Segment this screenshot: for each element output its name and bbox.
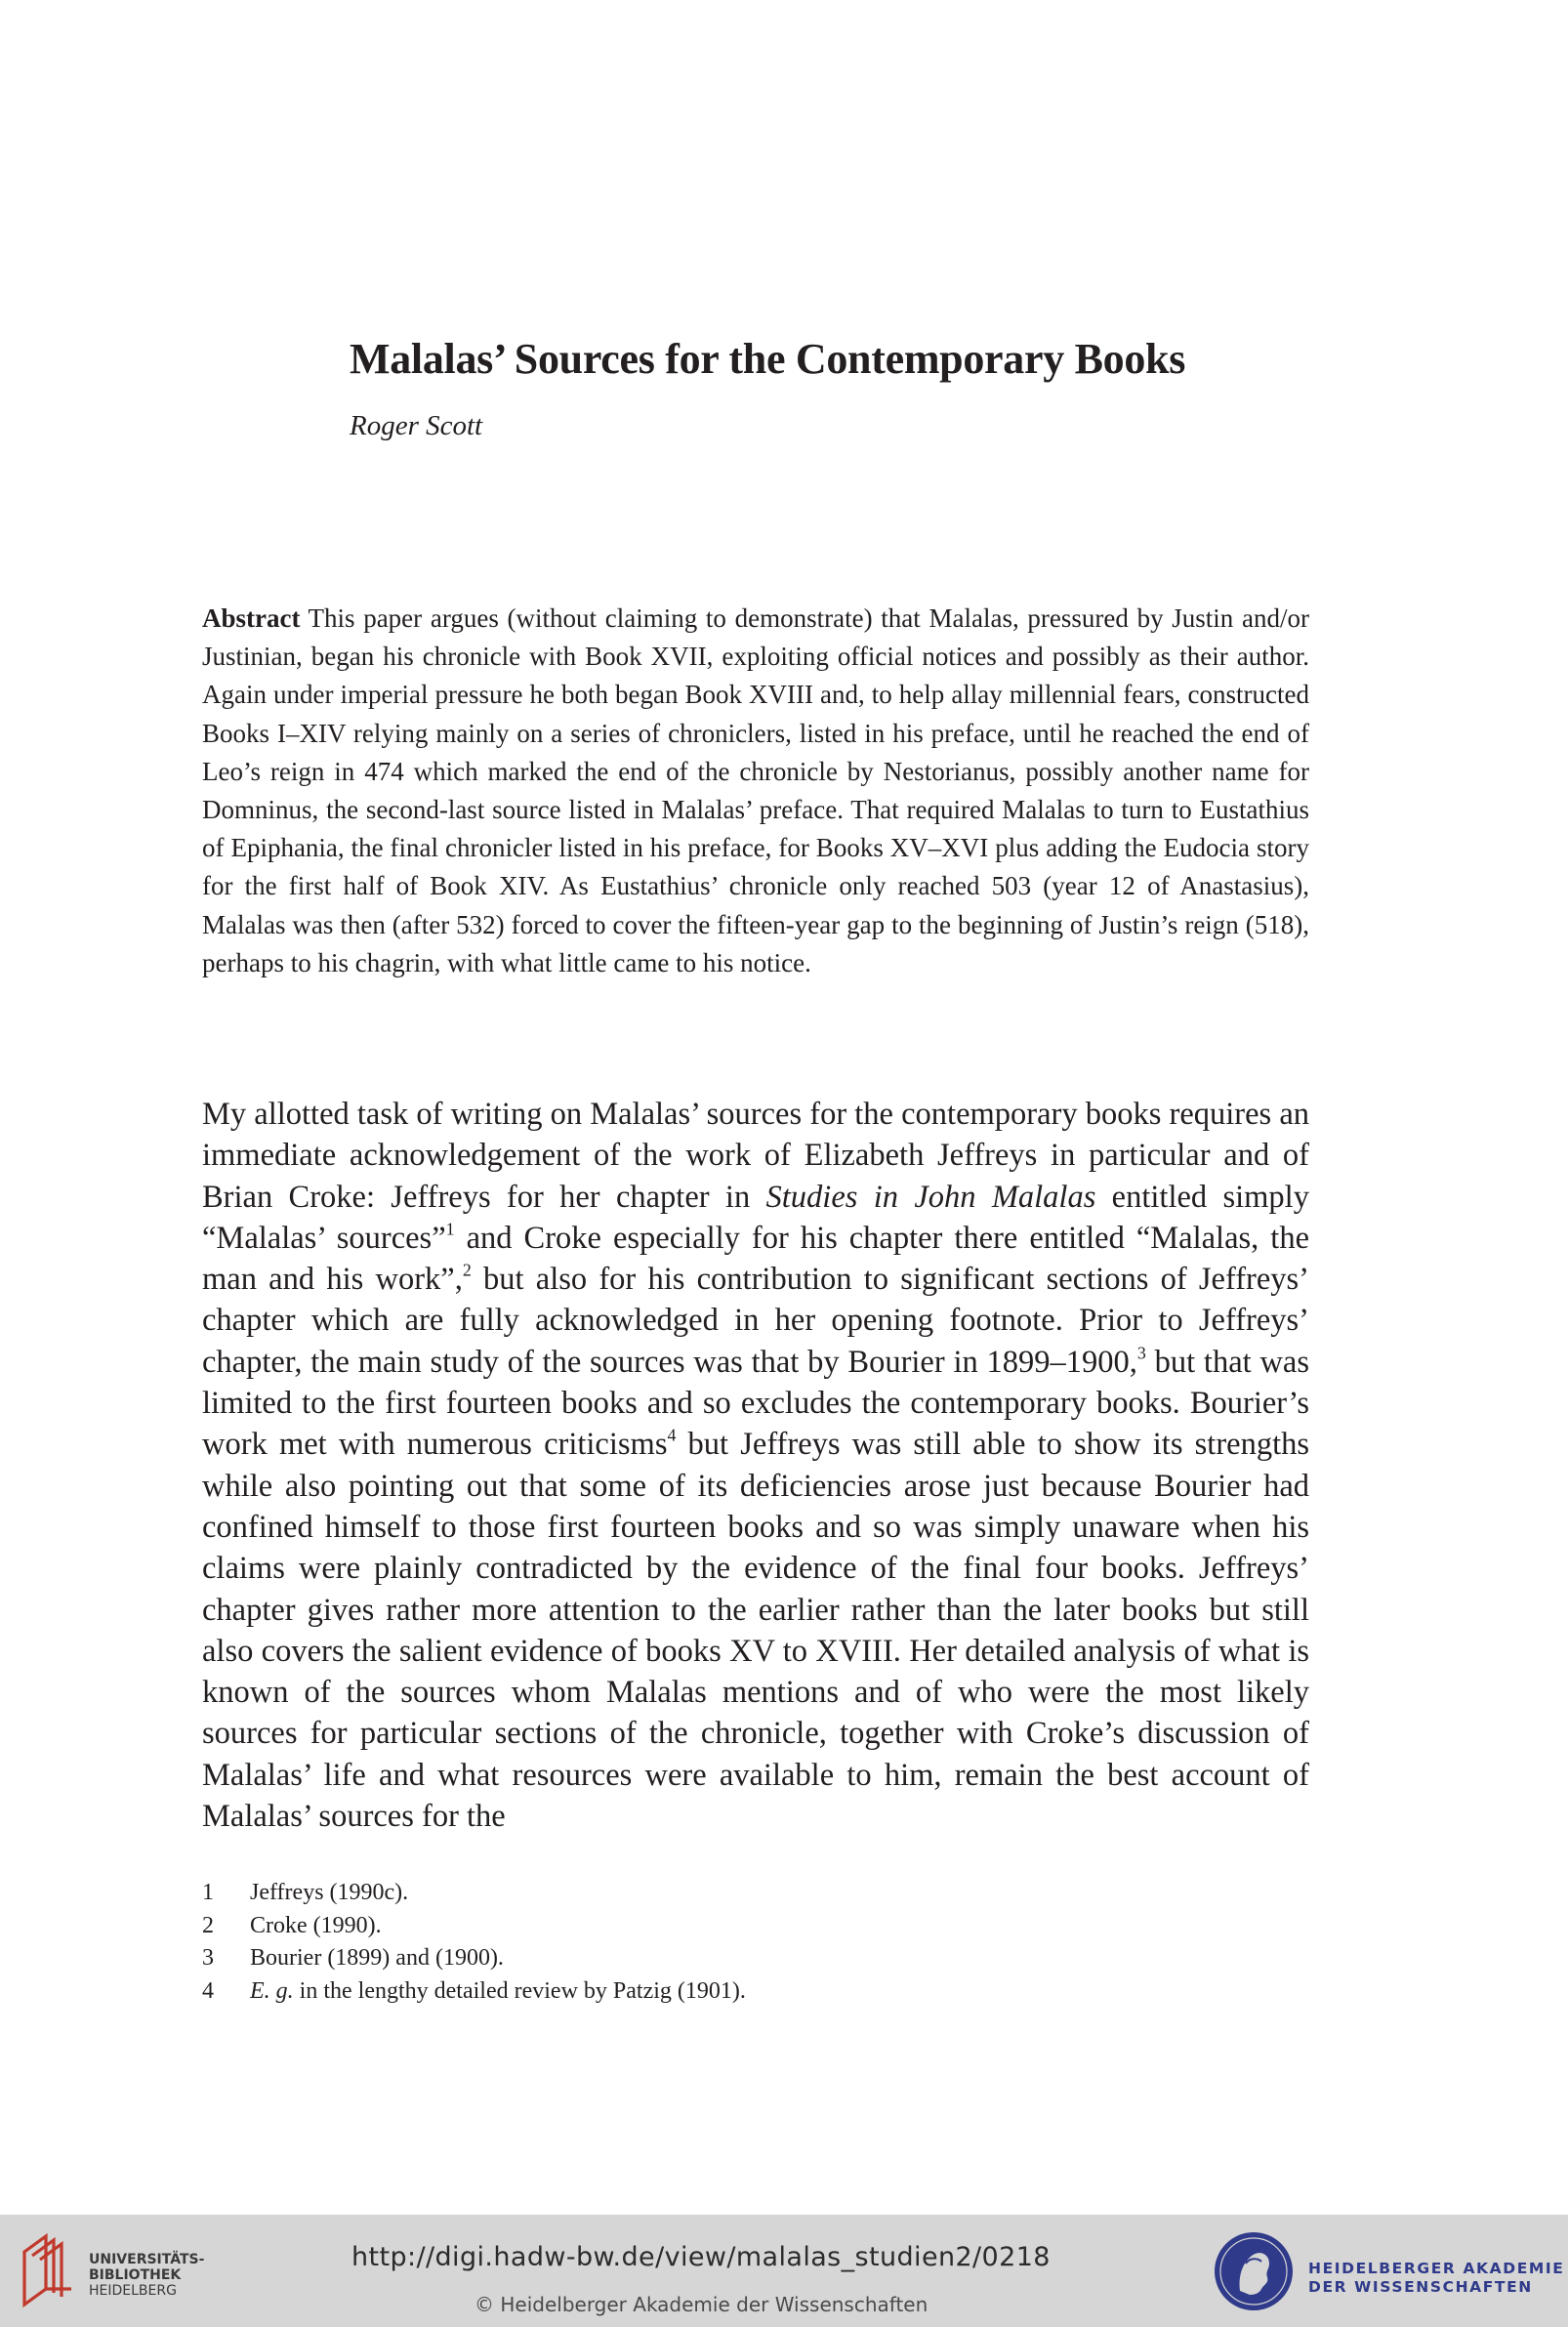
footnote-ref-1[interactable]: 1 — [445, 1219, 455, 1239]
footnote-text — [250, 1975, 746, 2009]
academy-name-line2: DER WISSENSCHAFTEN — [1308, 2278, 1533, 2296]
library-name — [89, 2252, 204, 2299]
footnote-item — [202, 1910, 1309, 1943]
body-paragraph — [202, 1094, 1309, 1837]
academy-name — [1308, 2260, 1564, 2297]
library-name-line2: BIBLIOTHEK — [89, 2267, 182, 2283]
library-logo-icon — [17, 2230, 77, 2308]
footnote-item — [202, 1975, 1309, 2009]
article-author: Roger Scott — [350, 410, 483, 441]
footnote-number: 4 — [202, 1977, 214, 2004]
abstract-label: Abstract — [202, 603, 301, 633]
library-name-line1: UNIVERSITÄTS- — [89, 2252, 205, 2267]
library-name-line3: HEIDELBERG — [89, 2283, 177, 2299]
footer-bar — [0, 2215, 1568, 2327]
abstract — [202, 600, 1309, 982]
body-text-segment: My allotted task of writing on Malalas’ sources for the contemporary books requires an immediate acknowledgement of the work of Elizabeth Jeffreys in particular and of Brian Croke: Jeffreys for her chapter in — [202, 1097, 1309, 1215]
body-text-segment: entitled simply “Malalas’ sources” — [202, 1179, 1309, 1256]
article-title: Malalas’ Sources for the Contemporary Books — [350, 335, 1186, 383]
footnote-text: Jeffreys (1990c). — [250, 1880, 409, 1905]
academy-seal-icon — [1211, 2228, 1297, 2314]
academy-logo[interactable] — [1211, 2228, 1565, 2316]
body-text-segment: and Croke especially for his chapter there entitled “Malalas, the man and his work”, — [202, 1220, 1309, 1298]
body-text-segment: but also for his contribution to significant sections of Jeffreys’ chapter which are fully acknowledged in her opening footnote. Prior to Jeffreys’ chapter, the main study of the sources was that by Bourier in 1899–1900, — [202, 1262, 1309, 1380]
footnote-number: 2 — [202, 1912, 214, 1938]
permalink-url[interactable]: http://digi.hadw-bw.de/view/malalas_studien2/0218 — [351, 2242, 1051, 2272]
body-text-segment: but Jeffreys was still able to show its strengths while also pointing out that some of its deficiencies arose just because Bourier had confined himself to those first fourteen books and so was simply unaware when his claims were plainly contradicted by the evidence of the final four books. Jeffreys’ chapter gives rather more attention to the earlier rather than the later books but still also covers the salient evidence of books XV to XVIII. Her detailed analysis of what is known of the sources whom Malalas mentions and of who were the most likely sources for particular sections of the chronicle, together with Croke’s discussion of Malalas’ life and what resources were available to him, remain the best account of Malalas’ sources for the — [202, 1427, 1309, 1835]
footnote-number: 1 — [202, 1880, 214, 1905]
footnote-item — [202, 1877, 1309, 1910]
footnote-item — [202, 1942, 1309, 1975]
footnotes-list — [202, 1877, 1309, 2008]
footnote-number: 3 — [202, 1945, 214, 1971]
footnote-text: Bourier (1899) and (1900). — [250, 1945, 504, 1971]
book-title: Studies in John Malalas — [765, 1179, 1096, 1215]
library-logo[interactable] — [17, 2230, 212, 2308]
footnote-text-rest: in the lengthy detailed review by Patzig (1901). — [293, 1977, 746, 2004]
abstract-text: This paper argues (without claiming to demonstrate) that Malalas, pressured by Justin and/or Justinian, began his chronicle with Book XVII, exploiting official notices and possibly as their author. Again under imperial pressure he both began Book XVIII and, to help allay millennial fears, constructed Books I–XIV relying mainly on a series of chroniclers, listed in his preface, until he reached the end of Leo’s reign in 474 which marked the end of the chronicle by Nestorianus, possibly another name for Domninus, the second-last source listed in Malalas’ preface. That required Malalas to turn to Eustathius of Epiphania, the final chronicler listed in his preface, for Books XV–XVI plus adding the Eudocia story for the first half of Book XIV. As Eustathius’ chronicle only reached 503 (year 12 of Anastasius), Malalas was then (after 532) forced to cover the fifteen-year gap to the beginning of Justin’s reign (518), perhaps to his chagrin, with what little came to his notice. — [202, 603, 1309, 977]
footnote-ref-4[interactable]: 4 — [667, 1425, 677, 1445]
copyright-notice: © Heidelberger Akademie der Wissenschaften — [475, 2293, 928, 2316]
body-text-segment: but that was limited to the first fourteen books and so excludes the contemporary books. Bourier’s work met with numerous criticisms — [202, 1344, 1309, 1463]
academy-name-line1: HEIDELBERGER AKADEMIE — [1308, 2260, 1565, 2277]
footnote-emphasis: E. g. — [250, 1977, 294, 2004]
footnote-ref-2[interactable]: 2 — [462, 1260, 472, 1280]
footnote-text: Croke (1990). — [250, 1912, 382, 1938]
footnote-ref-3[interactable]: 3 — [1136, 1343, 1146, 1363]
